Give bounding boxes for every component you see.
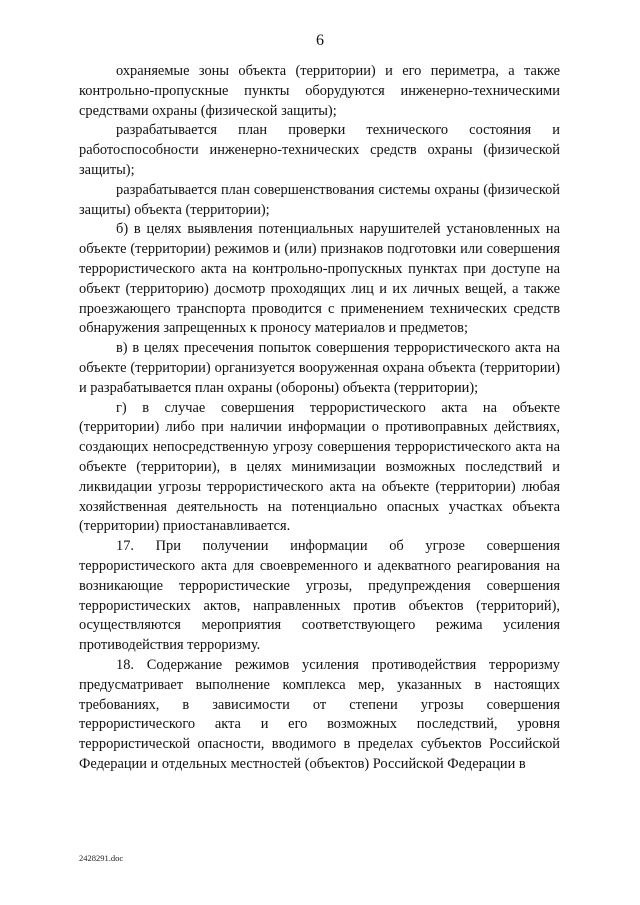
paragraph: в) в целях пресечения попыток совершения террористического акта на объекте (территории) организуется вооруженная охрана объекта (территории) и разрабатывается план охраны (обороны) объекта (территории); [79, 340, 560, 396]
paragraph: охраняемые зоны объекта (территории) и его периметра, а также контрольно-пропускные пункты оборудуются инженерно-техническими средствами охраны (физической защиты); [79, 63, 560, 119]
document-body [79, 62, 560, 775]
paragraph: разрабатывается план проверки технического состояния и работоспособности инженерно-технических средств охраны (физической защиты); [79, 122, 560, 178]
paragraph: разрабатывается план совершенствования системы охраны (физической защиты) объекта (территории); [79, 181, 560, 218]
paragraph: 17. При получении информации об угрозе совершения террористического акта для своевременного и адекватного реагирования на возникающие террористические угрозы, предупреждения совершения террористических актов, направленных против объектов (территорий), осуществляются мероприятия соответствующего режима усиления противодействия терроризму. [79, 538, 560, 654]
page-number: 6 [316, 32, 324, 49]
footer-filename: 2428291.doc [79, 853, 124, 863]
paragraph: г) в случае совершения террористического акта на объекте (территории) либо при наличии информации о противоправных действиях, создающих непосредственную угрозу совершения террористического акта на объекте (территории), в целях минимизации возможных последствий и ликвидации угрозы террористического акта на объекте (территории) любая хозяйственная деятельность на потенциально опасных участках объекта (территории) приостанавливается. [79, 399, 560, 535]
paragraph: 18. Содержание режимов усиления противодействия терроризму предусматривает выполнение комплекса мер, указанных в настоящих требованиях, в зависимости от степени угрозы совершения террористического акта и его возможных последствий, уровня террористической опасности, вводимого в пределах субъектов Российской Федерации и отдельных местностей (объектов) Российской Федерации в [79, 656, 560, 772]
paragraph: б) в целях выявления потенциальных нарушителей установленных на объекте (территории) режимов и (или) признаков подготовки или совершения террористического акта на контрольно-пропускных пунктах при доступе на объект (территорию) досмотр проходящих лиц и их личных вещей, а также проезжающего транспорта проводится с применением технических средств обнаружения запрещенных к проносу материалов и предметов; [79, 221, 560, 337]
